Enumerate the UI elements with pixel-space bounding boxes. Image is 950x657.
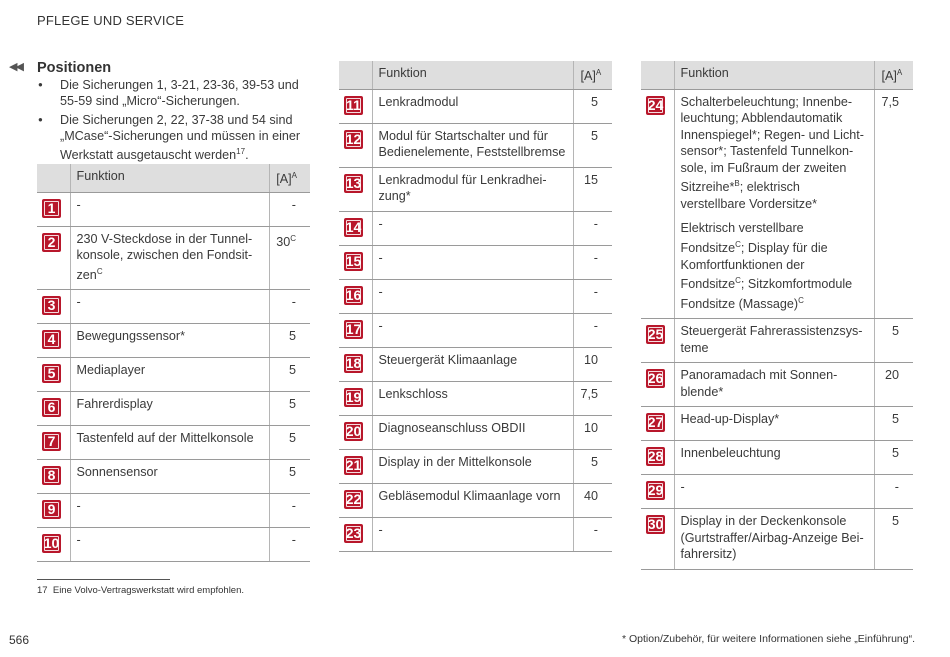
fuse-amp: 5 xyxy=(875,441,913,475)
fuse-number-badge: 17 xyxy=(345,320,362,337)
fuse-number-badge: 29 xyxy=(647,482,664,499)
fuse-function: Bewegungssensor* xyxy=(70,324,270,358)
table-row xyxy=(37,494,310,528)
fuse-amp: 7,5 xyxy=(875,89,913,319)
table-row xyxy=(641,89,913,319)
fuse-amp: - xyxy=(574,517,612,551)
fuse-function: Lenkradmodul xyxy=(372,89,574,123)
fuse-number-badge: 22 xyxy=(345,490,362,507)
section-title: Positionen xyxy=(37,60,112,76)
back-chevron-icon[interactable]: ◀◀ xyxy=(9,61,22,73)
fuse-table-3 xyxy=(641,61,913,570)
header-amp: $[A]^A$ xyxy=(574,61,612,89)
fuse-amp: 5 xyxy=(270,426,310,460)
fuse-amp: 15 xyxy=(574,167,612,211)
header-num xyxy=(37,164,70,192)
fuse-function: Fahrerdisplay xyxy=(70,392,270,426)
table-row xyxy=(641,475,913,509)
table-row xyxy=(339,279,612,313)
fuse-function: Gebläsemodul Klimaanlage vorn xyxy=(372,483,574,517)
fuse-function: Display in der Mittelkonsole xyxy=(372,449,574,483)
fuse-number-badge: 18 xyxy=(345,354,362,371)
fuse-amp: 5 xyxy=(574,123,612,167)
fuse-number-badge: 21 xyxy=(345,456,362,473)
fuse-function: - xyxy=(70,192,270,226)
fuse-number-badge: 24 xyxy=(647,96,664,113)
fuse-amp: - xyxy=(270,528,310,562)
table-header-row xyxy=(641,61,913,89)
table-row xyxy=(641,407,913,441)
fuse-amp: - xyxy=(574,279,612,313)
fuse-amp: - xyxy=(574,211,612,245)
fuse-number-badge: 6 xyxy=(42,398,61,417)
fuse-number-badge: 25 xyxy=(647,326,664,343)
table-row xyxy=(37,392,310,426)
fuse-number-badge: 23 xyxy=(345,524,362,541)
fuse-amp: - xyxy=(270,290,310,324)
fuse-amp: 10 xyxy=(574,347,612,381)
table-row xyxy=(339,245,612,279)
fuse-function: Panoramadach mit Sonnenblende* xyxy=(674,363,875,407)
fuse-function: - xyxy=(70,528,270,562)
table-row xyxy=(339,313,612,347)
table-row xyxy=(339,517,612,551)
fuse-amp: 5 xyxy=(270,392,310,426)
fuse-number-badge: 14 xyxy=(345,218,362,235)
fuse-table-2 xyxy=(339,61,612,552)
fuse-amp: 20 xyxy=(875,363,913,407)
bullet-item: ● Die Sicherungen 1, 3-21, 23-36, 39-53 und 55-59 sind „Micro“-Sicherungen. xyxy=(37,77,313,109)
table-row xyxy=(37,426,310,460)
fuse-function: Sonnensensor xyxy=(70,460,270,494)
fuse-function: Head-up-Display* xyxy=(674,407,875,441)
fuse-table-1 xyxy=(37,164,310,562)
table-row xyxy=(641,509,913,570)
table-header-row xyxy=(339,61,612,89)
header-function: Funktion xyxy=(70,164,270,192)
fuse-function: Display in der Deckenkonsole (Gurtstraffer/Airbag-Anzeige Beifahrersitz) xyxy=(674,509,875,570)
fuse-amp: 5 xyxy=(270,358,310,392)
fuse-amp: - xyxy=(574,313,612,347)
table-row xyxy=(339,167,612,211)
table-row xyxy=(37,192,310,226)
fuse-number-badge: 8 xyxy=(42,466,61,485)
fuse-amp: 5 xyxy=(875,319,913,363)
table-row xyxy=(339,449,612,483)
table-row xyxy=(339,123,612,167)
bullet-list xyxy=(37,77,313,166)
running-header: PFLEGE UND SERVICE xyxy=(37,13,185,28)
table-row xyxy=(339,381,612,415)
table-row xyxy=(37,226,310,290)
header-num xyxy=(339,61,372,89)
bullet-item: ● Die Sicherungen 2, 22, 37-38 und 54 sind „MCase“-Sicherungen und müssen in einer Werkstatt ausgetauscht werden$^{17}$. xyxy=(37,112,313,163)
table-row xyxy=(339,347,612,381)
table-row xyxy=(37,528,310,562)
table-row xyxy=(37,290,310,324)
fuse-amp: - xyxy=(270,192,310,226)
fuse-function: Steuergerät Fahrerassistenzsysteme xyxy=(674,319,875,363)
table-row xyxy=(339,483,612,517)
header-function: Funktion xyxy=(372,61,574,89)
fuse-function: - xyxy=(372,313,574,347)
footnote-divider xyxy=(37,579,170,580)
header-amp: $[A]^A$ xyxy=(270,164,310,192)
fuse-amp: 40 xyxy=(574,483,612,517)
fuse-number-badge: 7 xyxy=(42,432,61,451)
table-row xyxy=(37,460,310,494)
fuse-function: Lenkradmodul für Lenkradheizung* xyxy=(372,167,574,211)
fuse-number-badge: 3 xyxy=(42,296,61,315)
table-row xyxy=(641,363,913,407)
fuse-function: Mediaplayer xyxy=(70,358,270,392)
fuse-amp: 7,5 xyxy=(574,381,612,415)
table-row xyxy=(641,441,913,475)
fuse-function: 230 V-Steckdose in der Tunnelkonsole, zwischen den Fondsitzen$^C$ xyxy=(70,226,270,290)
fuse-function: - xyxy=(372,245,574,279)
fuse-amp: - xyxy=(875,475,913,509)
fuse-number-badge: 4 xyxy=(42,330,61,349)
fuse-amp: 5 xyxy=(875,509,913,570)
fuse-number-badge: 12 xyxy=(345,130,362,147)
table-row xyxy=(641,319,913,363)
fuse-number-badge: 16 xyxy=(345,286,362,303)
fuse-number-badge: 11 xyxy=(344,96,363,115)
fuse-amp: - xyxy=(270,494,310,528)
fuse-number-badge: 26 xyxy=(647,370,664,387)
fuse-number-badge: 1 xyxy=(42,199,61,218)
fuse-amp: $30^C$ xyxy=(270,226,310,290)
fuse-number-badge: 28 xyxy=(647,448,664,465)
fuse-number-badge: 9 xyxy=(42,500,61,519)
fuse-amp: 5 xyxy=(574,89,612,123)
fuse-function: Lenkschloss xyxy=(372,381,574,415)
fuse-amp: - xyxy=(574,245,612,279)
fuse-amp: 5 xyxy=(270,460,310,494)
fuse-function: - xyxy=(70,494,270,528)
fuse-amp: 5 xyxy=(574,449,612,483)
fuse-function: - xyxy=(372,211,574,245)
fuse-function: Modul für Startschalter und für Bedienelemente, Feststellbremse xyxy=(372,123,574,167)
fuse-number-badge: 5 xyxy=(42,364,61,383)
fuse-number-badge: 30 xyxy=(647,516,664,533)
fuse-number-badge: 15 xyxy=(345,252,362,269)
fuse-function: - xyxy=(372,279,574,313)
fuse-function: - xyxy=(372,517,574,551)
header-amp: $[A]^A$ xyxy=(875,61,913,89)
fuse-number-badge: 19 xyxy=(345,388,362,405)
fuse-number-badge: 13 xyxy=(345,174,362,191)
table-row xyxy=(339,211,612,245)
header-function: Funktion xyxy=(674,61,875,89)
fuse-function: Tastenfeld auf der Mittelkonsole xyxy=(70,426,270,460)
fuse-number-badge: 2 xyxy=(42,233,61,252)
fuse-function: - xyxy=(674,475,875,509)
footnote-ref[interactable]: 17 xyxy=(236,147,246,156)
fuse-function: Schalterbeleuchtung; Innenbeleuchtung; Abblendautomatik Innenspiegel*; Regen- und Lichtsensor*; Tastenfeld Tunnelkonsole, im Fußraum der zweiten Sitzreihe*$^B$; elektrisch verstellbare Vordersitze* Elektrisch verstellbare Fondsitze$^C$; Display für die Komfortfunktionen der Fondsitze$^C$; Sitzkomfortmodule Fondsitze (Massage)$^C$ xyxy=(674,89,875,319)
fuse-amp: 5 xyxy=(875,407,913,441)
fuse-number-badge: 10 xyxy=(43,535,60,552)
page-number: 566 xyxy=(9,633,30,647)
fuse-function: Diagnoseanschluss OBDII xyxy=(372,415,574,449)
option-note: * Option/Zubehör, für weitere Informationen siehe „Einführung“. xyxy=(622,633,915,645)
table-row xyxy=(339,89,612,123)
fuse-function: - xyxy=(70,290,270,324)
fuse-function: Steuergerät Klimaanlage xyxy=(372,347,574,381)
fuse-number-badge: 27 xyxy=(647,414,664,431)
header-num xyxy=(641,61,674,89)
table-row xyxy=(37,358,310,392)
fuse-number-badge: 20 xyxy=(345,422,362,439)
table-header-row xyxy=(37,164,310,192)
footnote: 17 Eine Volvo-Vertragswerkstatt wird empfohlen. xyxy=(37,585,245,596)
table-row xyxy=(339,415,612,449)
fuse-amp: 5 xyxy=(270,324,310,358)
table-row xyxy=(37,324,310,358)
fuse-amp: 10 xyxy=(574,415,612,449)
fuse-function: Innenbeleuchtung xyxy=(674,441,875,475)
